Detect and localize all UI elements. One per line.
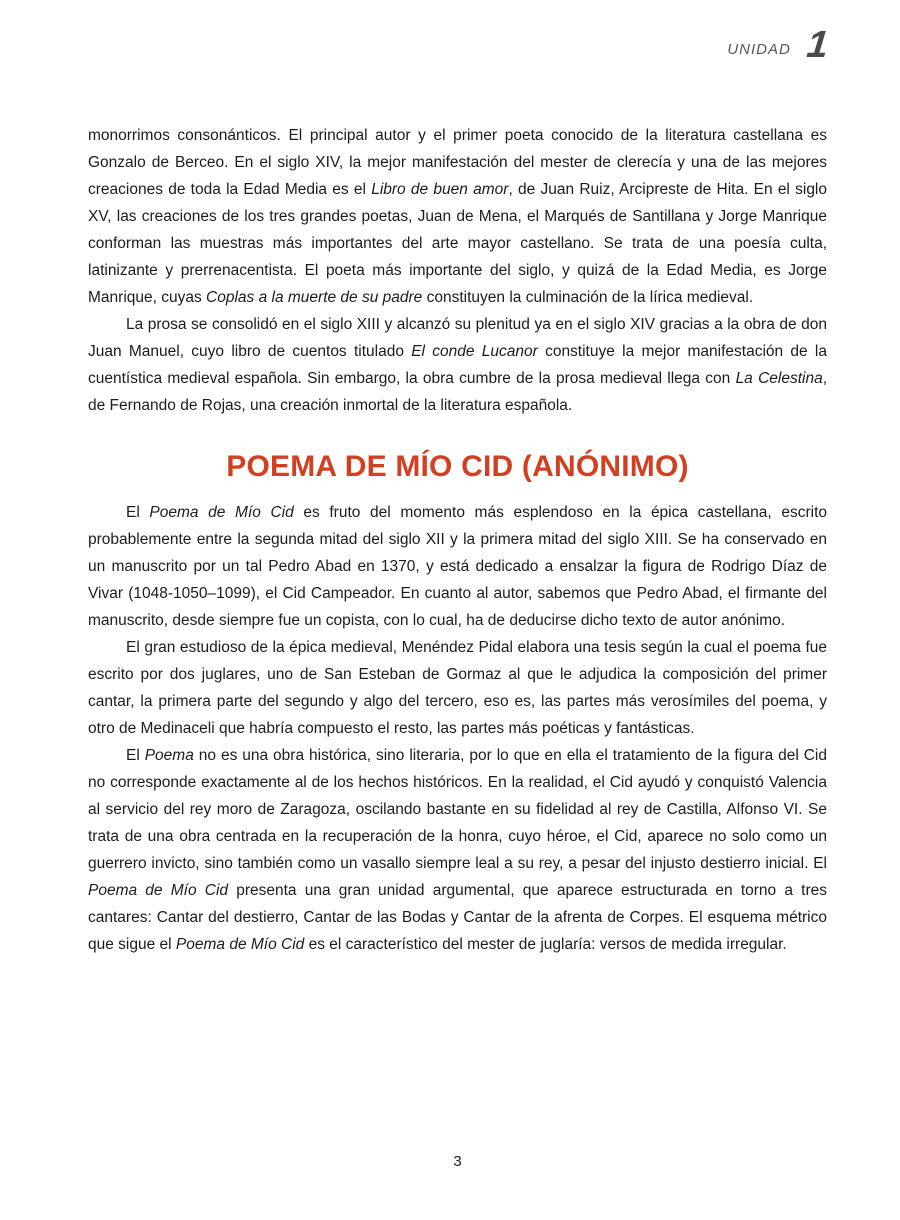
unit-label: UNIDAD [727,40,791,58]
paragraph-mester-de-clerecia: monorrimos consonánticos. El principal autor y el primer poeta conocido de la literatura castellana es Gonzalo de Berceo. En el siglo XIV, la mejor manifestación del mester de clerecía y una de las mejores creaciones de toda la Edad Media es el Libro de buen amor, de Juan Ruiz, Arcipreste de Hita. En el siglo XV, las creaciones de los tres grandes poetas, Juan de Mena, el Marqués de Santillana y Jorge Manrique conforman las muestras más importantes del arte mayor castellano. Se trata de una poesía culta, latinizante y prerrenacentista. El poeta más importante del siglo, y quizá de la Edad Media, es Jorge Manrique, cuyas Coplas a la muerte de su padre constituyen la culminación de la lírica medieval. [88,127,827,306]
paragraph-origen-del-poema: El Poema de Mío Cid es fruto del momento más esplendoso en la épica castellana, escrito probablemente entre la segunda mitad del siglo XII y la primera mitad del siglo XIII. Se ha conservado en un manuscrito por un tal Pedro Abad en 1370, y está dedicado a ensalzar la figura de Rodrigo Díaz de Vivar (1048-1050–1099), el Cid Campeador. En cuanto al autor, sabemos que Pedro Abad, el firmante del manuscrito, desde siempre fue un copista, con lo cual, ha de deducirse dicho texto de autor anónimo. [88,504,828,629]
body-text [88,122,827,958]
page-header [727,24,831,66]
paragraph-tesis-menendez-pidal: El gran estudioso de la épica medieval, Menéndez Pidal elabora una tesis según la cual el poema fue escrito por dos juglares, uno de San Esteban de Gormaz al que le adjudica la composición del primer cantar, la primera parte del segundo y algo del tercero, eso es, las partes más verosímiles del poema, y otro de Medinaceli que habría compuesto el resto, las partes más poéticas y fantásticas. [88,639,827,737]
paragraph-caracter-literario: El Poema no es una obra histórica, sino literaria, por lo que en ella el tratamiento de la figura del Cid no corresponde exactamente al de los hechos históricos. En la realidad, el Cid ayudó y conquistó Valencia al servicio del rey moro de Zaragoza, oscilando bastante en su fidelidad al rey de Castilla, Alfonso VI. Se trata de una obra centrada en la recuperación de la honra, cuyo héroe, el Cid, aparece no solo como un guerrero invicto, sino también como un vasallo siempre leal a su rey, a pesar del injusto destierro inicial. El Poema de Mío Cid presenta una gran unidad argumental, que aparece estructurada en torno a tres cantares: Cantar del destierro, Cantar de las Bodas y Cantar de la afrenta de Corpes. El esquema métrico que sigue el Poema de Mío Cid es el característico del mester de juglaría: versos de medida irregular. [88,747,827,953]
unit-number: 1 [804,24,831,66]
page-number: 3 [453,1153,462,1170]
page-footer [88,1152,827,1172]
paragraph-prosa-medieval: La prosa se consolidó en el siglo XIII y alcanzó su plenitud ya en el siglo XIV gracias a la obra de don Juan Manuel, cuyo libro de cuentos titulado El conde Lucanor constituye la mejor manifestación de la cuentística medieval española. Sin embargo, la obra cumbre de la prosa medieval llega con La Celestina, de Fernando de Rojas, una creación inmortal de la literatura española. [88,316,827,414]
section-heading: POEMA DE MÍO CID (ANÓNIMO) [226,450,689,483]
